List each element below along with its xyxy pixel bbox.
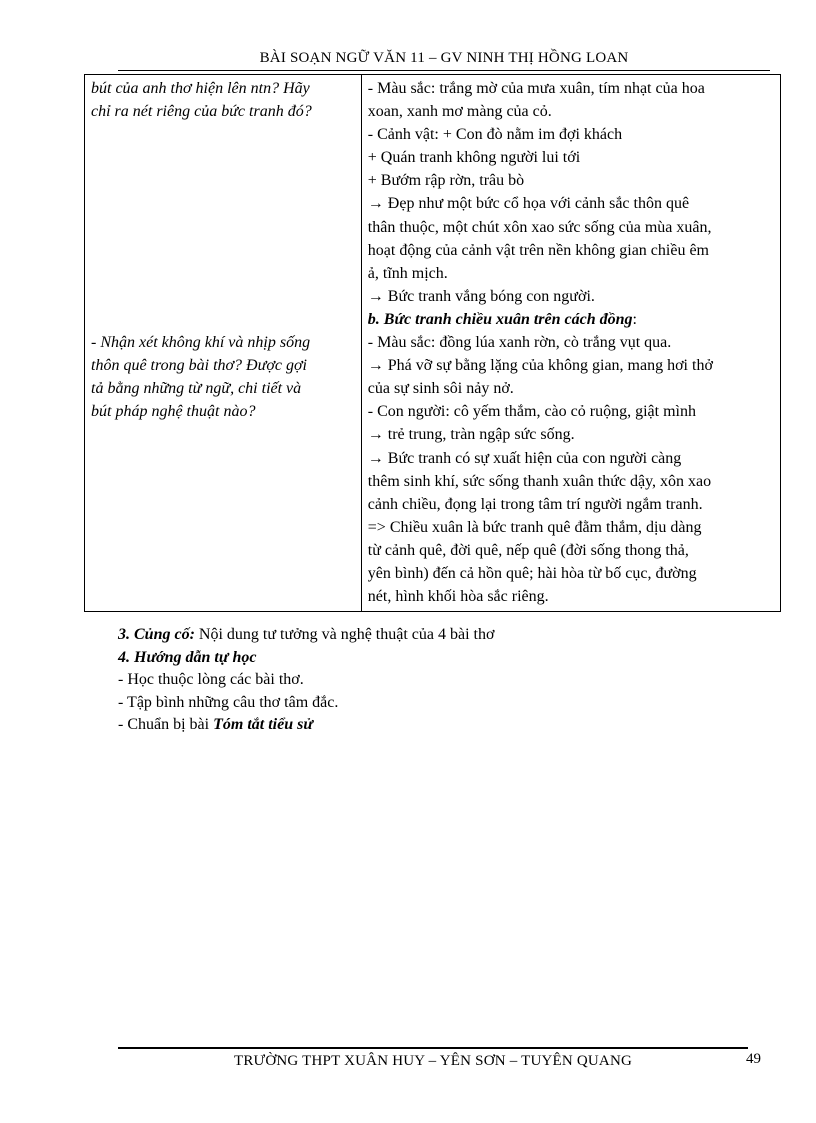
question-line: bút pháp nghệ thuật nào? [91, 403, 256, 421]
answer-line: ả, tĩnh mịch. [367, 264, 448, 282]
blank-line [91, 308, 356, 331]
self-study-item [118, 714, 494, 737]
blank-line [91, 192, 356, 215]
answer-line: nét, hình khối hòa sắc riêng. [367, 588, 549, 606]
answer-line: → Phá vỡ sự bằng lặng của không gian, mang hơi thở [367, 357, 713, 375]
consolidation-text: Nội dung tư tưởng và nghệ thuật của 4 bài thơ [194, 626, 495, 643]
answer-line: - Con người: cô yếm thắm, cào cỏ ruộng, giật mình [367, 403, 696, 421]
answer-line: xoan, xanh mơ màng của cỏ. [367, 103, 552, 121]
page-header: BÀI SOẠN NGỮ VĂN 11 – GV NINH THỊ HỒNG LOAN [259, 50, 629, 66]
answer-line: → trẻ trung, tràn ngập sức sống. [367, 426, 575, 444]
blank-line [91, 262, 356, 285]
answer-line: thân thuộc, một chút xôn xao sức sống của mùa xuân, [367, 218, 712, 236]
answer-line: của sự sinh sôi nảy nở. [367, 380, 514, 398]
heading-colon: : [632, 310, 637, 328]
answer-line: - Cảnh vật: + Con đò nằm im đợi khách [367, 126, 623, 144]
answer-line: yên bình) đến cả hồn quê; hài hòa từ bố cục, đường [367, 564, 697, 582]
blank-line [91, 123, 356, 146]
answer-line: cảnh chiều, đọng lại trong tâm trí người ngắm tranh. [367, 495, 703, 513]
question-line: - Nhận xét không khí và nhịp sống [91, 334, 311, 352]
blank-line [91, 169, 356, 192]
answer-line: hoạt động của cảnh vật trên nền không gian chiều êm [367, 241, 709, 259]
consolidation-label: 3. Củng cố: [118, 626, 195, 643]
table-row [85, 75, 781, 612]
answer-line: + Quán tranh không người lui tới [367, 149, 581, 167]
page-footer: TRƯỜNG THPT XUÂN HUY – YÊN SƠN – TUYÊN QUANG [233, 1053, 633, 1069]
self-study-heading: 4. Hướng dẫn tự học [118, 648, 257, 666]
question-line: bút của anh thơ hiện lên ntn? Hãy [91, 80, 310, 97]
consolidation-line [118, 624, 494, 647]
answer-line: + Bướm rập rờn, trâu bò [367, 172, 525, 190]
question-line: chỉ ra nét riêng của bức tranh đó? [91, 103, 312, 121]
page-number: 49 [746, 1051, 761, 1067]
lesson-summary [118, 624, 494, 737]
self-study-item: - Học thuộc lòng các bài thơ. [118, 671, 304, 688]
answer-line: thêm sinh khí, sức sống thanh xuân thức dậy, xôn xao [367, 472, 712, 490]
answer-cell [361, 75, 780, 612]
answer-line: → Bức tranh có sự xuất hiện của con người càng [367, 449, 682, 467]
answer-line: → Đẹp như một bức cổ họa với cảnh sắc thôn quê [367, 195, 690, 213]
blank-line [91, 239, 356, 262]
question-cell [85, 75, 362, 612]
blank-line [91, 216, 356, 239]
self-study-item: - Tập bình những câu thơ tâm đắc. [118, 693, 339, 711]
section-heading-text: b. Bức tranh chiều xuân trên cách đồng [367, 310, 633, 328]
blank-line [91, 146, 356, 169]
section-heading-b [368, 308, 775, 331]
question-line: thôn quê trong bài thơ? Được gợi [91, 357, 307, 375]
next-lesson-title: Tóm tắt tiểu sử [213, 716, 313, 733]
answer-line: => Chiều xuân là bức tranh quê đằm thắm, dịu dàng [367, 518, 702, 536]
question-line: tả bằng những từ ngữ, chi tiết và [91, 380, 302, 398]
answer-line: từ cảnh quê, đời quê, nếp quê (đời sống thong thả, [367, 541, 689, 559]
answer-line: - Màu sắc: đồng lúa xanh rờn, cò trắng vụt qua. [367, 334, 672, 352]
answer-line: → Bức tranh vắng bóng con người. [367, 287, 595, 305]
blank-line [91, 285, 356, 308]
header-rule [118, 70, 770, 71]
self-study-item-prefix: - Chuẩn bị bài [118, 716, 214, 733]
lesson-table [84, 74, 781, 612]
answer-line: - Màu sắc: trắng mờ của mưa xuân, tím nhạt của hoa [367, 80, 705, 97]
footer-rule [118, 1047, 748, 1049]
